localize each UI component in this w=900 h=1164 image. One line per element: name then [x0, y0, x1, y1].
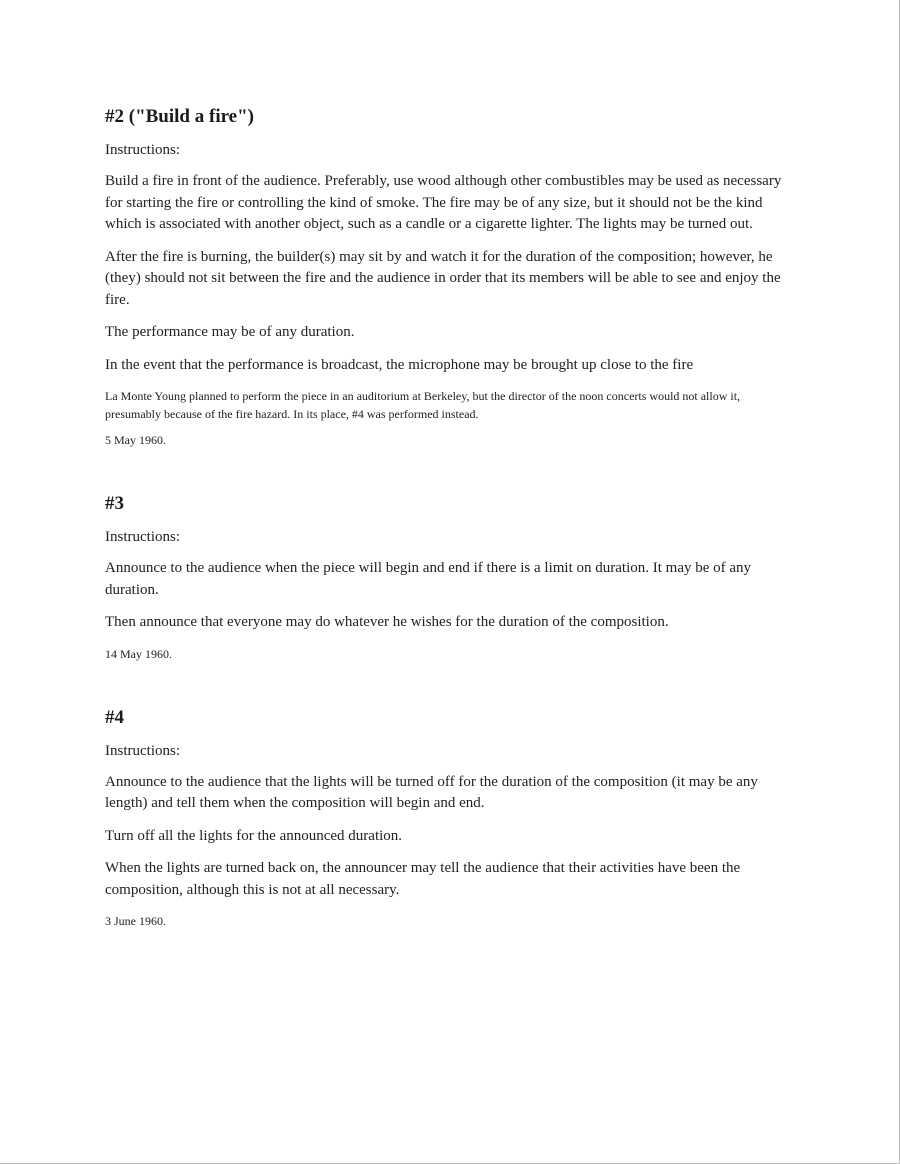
- section-composition-4: [105, 705, 795, 931]
- instruction-paragraph: After the fire is burning, the builder(s) may sit by and watch it for the duration of the composition; however, he (they) should not sit between the fire and the audience in order that its members will be able to see and enjoy the fire.: [105, 248, 781, 308]
- document-content: [105, 104, 795, 930]
- instruction-paragraph: Announce to the audience when the piece will begin and end if there is a limit on duration. It may be of any duration.: [105, 560, 752, 598]
- instruction-paragraph: Then announce that everyone may do whatever he wishes for the duration of the composition.: [105, 614, 669, 630]
- instructions-label: Instructions:: [105, 142, 180, 158]
- section-heading: #4: [105, 706, 124, 728]
- composition-date: 5 May 1960.: [105, 433, 166, 447]
- instruction-paragraph: Turn off all the lights for the announced duration.: [105, 827, 403, 844]
- historical-note: La Monte Young planned to perform the piece in an auditorium at Berkeley, but the director of the noon concerts would not allow it, presumably because of the fire hazard. In its place, #4 was performed instead.: [105, 389, 741, 421]
- instruction-paragraph: When the lights are turned back on, the announcer may tell the audience that their activities have been the composition, although this is not at all necessary.: [105, 860, 741, 898]
- instruction-paragraph: Announce to the audience that the lights will be turned off for the duration of the composition (it may be any length) and tell them when the composition will begin and end.: [105, 773, 758, 811]
- section-heading: #2 ("Build a fire"): [105, 106, 254, 127]
- section-composition-3: [105, 491, 795, 663]
- instruction-paragraph: The performance may be of any duration.: [105, 324, 355, 340]
- composition-date: 14 May 1960.: [105, 646, 172, 661]
- instructions-label: Instructions:: [105, 529, 180, 545]
- composition-date: 3 June 1960.: [105, 914, 166, 928]
- instruction-paragraph: Build a fire in front of the audience. Preferably, use wood although other combustibles may be used as necessary for starting the fire or controlling the kind of smoke. The fire may be of any size, but it should not be the kind which is associated with another object, such as a candle or a cigarette lighter. The lights may be turned out.: [105, 173, 782, 232]
- section-heading: #3: [105, 493, 124, 514]
- instructions-label: Instructions:: [105, 742, 180, 759]
- instruction-paragraph: In the event that the performance is broadcast, the microphone may be brought up close to the fire: [105, 356, 694, 373]
- section-composition-2: [105, 104, 795, 449]
